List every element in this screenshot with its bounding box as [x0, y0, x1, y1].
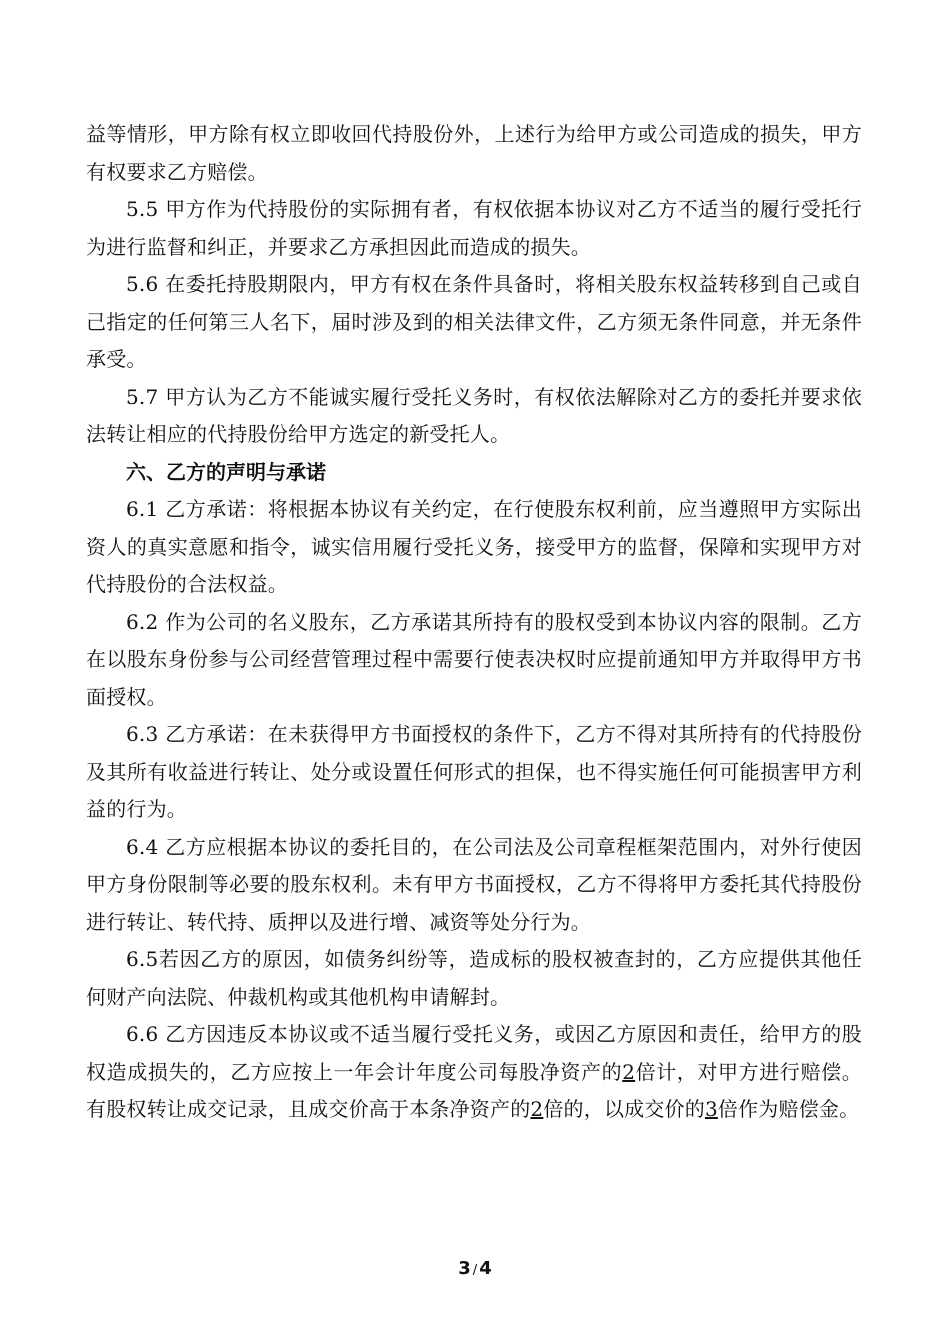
clause-6-4: 6.4 乙方应根据本协议的委托目的，在公司法及公司章程框架范围内，对外行使因甲方身份限制等必要的股东权利。未有甲方书面授权，乙方不得将甲方委托其代持股份进行转让、转代持、质押以及进行增、减资等处分行为。 — [86, 834, 862, 934]
clause-5-7: 5.7 甲方认为乙方不能诚实履行受托义务时，有权依法解除对乙方的委托并要求依法转让相应的代持股份给甲方选定的新受托人。 — [86, 384, 862, 446]
clause-6-6-text-c: 倍的，以成交价的 — [543, 1097, 705, 1121]
section-heading-6: 六、乙方的声明与承诺 — [126, 459, 326, 484]
clause-5-5: 5.5 甲方作为代持股份的实际拥有者，有权依据本协议对乙方不适当的履行受托行为进行监督和纠正，并要求乙方承担因此而造成的损失。 — [86, 197, 862, 259]
clause-6-3: 6.3 乙方承诺：在未获得甲方书面授权的条件下，乙方不得对其所持有的代持股份及其所有收益进行转让、处分或设置任何形式的担保，也不得实施任何可能损害甲方利益的行为。 — [86, 722, 862, 821]
total-pages-number: 4 — [479, 1258, 492, 1279]
page-separator: / — [472, 1263, 478, 1278]
clause-6-6-text-d: 倍作为赔偿金。 — [717, 1097, 860, 1121]
clause-6-5: 6.5若因乙方的原因，如债务纠纷等，造成标的股权被查封的，乙方应提供其他任何财产向法院、仲裁机构或其他机构申请解封。 — [86, 947, 862, 1009]
clause-6-6-text-b: 倍计，对甲方进行赔偿。有股权转让成交记录，且成交价高于本条净资产的 — [86, 1059, 862, 1121]
document-body — [86, 116, 862, 1129]
current-page-number: 3 — [458, 1258, 471, 1279]
clause-6-6 — [86, 1016, 862, 1129]
paragraph-continuation: 益等情形，甲方除有权立即收回代持股份外，上述行为给甲方或公司造成的损失，甲方有权要求乙方赔偿。 — [86, 122, 862, 184]
multiplier-value-1: 2 — [622, 1059, 636, 1084]
clause-6-1: 6.1 乙方承诺：将根据本协议有关约定，在行使股东权利前，应当遵照甲方实际出资人的真实意愿和指令，诚实信用履行受托义务，接受甲方的监督，保障和实现甲方对代持股份的合法权益。 — [86, 497, 862, 596]
clause-6-2: 6.2 作为公司的名义股东，乙方承诺其所持有的股权受到本协议内容的限制。乙方在以股东身份参与公司经营管理过程中需要行使表决权时应提前通知甲方并取得甲方书面授权。 — [86, 609, 862, 709]
clause-6-6-text-a: 6.6 乙方因违反本协议或不适当履行受托义务，或因乙方原因和责任，给甲方的股权造成损失的，乙方应按上一年会计年度公司每股净资产的 — [86, 1022, 862, 1084]
multiplier-value-3: 3 — [704, 1097, 718, 1121]
page-number — [0, 1258, 950, 1279]
multiplier-value-2: 2 — [530, 1097, 544, 1121]
clause-5-6: 5.6 在委托持股期限内，甲方有权在条件具备时，将相关股东权益转移到自己或自己指定的任何第三人名下，届时涉及到的相关法律文件，乙方须无条件同意，并无条件承受。 — [86, 272, 862, 371]
